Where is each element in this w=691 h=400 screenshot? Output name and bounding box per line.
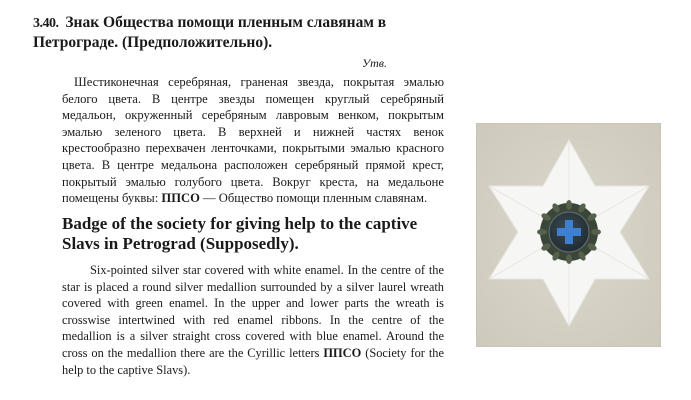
entry-title-ru [33,13,443,52]
description-ru-text-end: — Общество помощи пленным славянам. [199,191,428,206]
entry-number: 3.40. [33,16,59,31]
badge-photo [476,123,661,347]
entry-title-en: Badge of the society for giving help to the captive Slavs in Petrograd (Supposedly). [62,214,418,253]
description-ru-text: Шестиконечная серебряная, граненая звезда, покрытая эмалью белого цвета. В центре звезды помещен круглый серебряный медальон, окруженный серебряным лавровым венком, покрытым эмалью зеленого цвета. В верхней и нижней частях венок крестообразно перехвачен ленточками, покрытыми эмалью красного цвета. В центре медальона расположен серебряный прямой крест, покрытый эмалью голубого цвета. Вокруг креста, на медальоне помещены буквы: [62,75,444,206]
entry-title-ru-text: Знак Общества помощи пленным славянам в Петрограде. (Предположительно). [33,14,387,51]
description-en [62,262,444,378]
description-ru-letters: ППСО [161,191,200,206]
badge-illustration [477,124,660,346]
description-ru [62,74,444,207]
description-en-letters: ППСО [323,345,362,360]
approval-status: Утв. [362,56,387,70]
description-en-text: Six-pointed silver star covered with white enamel. In the centre of the star is placed a round silver medallion surrounded by a silver laurel wreath covered with green enamel. In the upper and lower parts the wreath is crosswise intertwined with red enamel ribbons. In the centre of the medallion is a silver straight cross covered with blue enamel. Around the cross on the medallion there are the Cyrillic letters [62,263,444,360]
description-en-text-end: (Society for the help to the captive Slavs). [62,345,444,377]
